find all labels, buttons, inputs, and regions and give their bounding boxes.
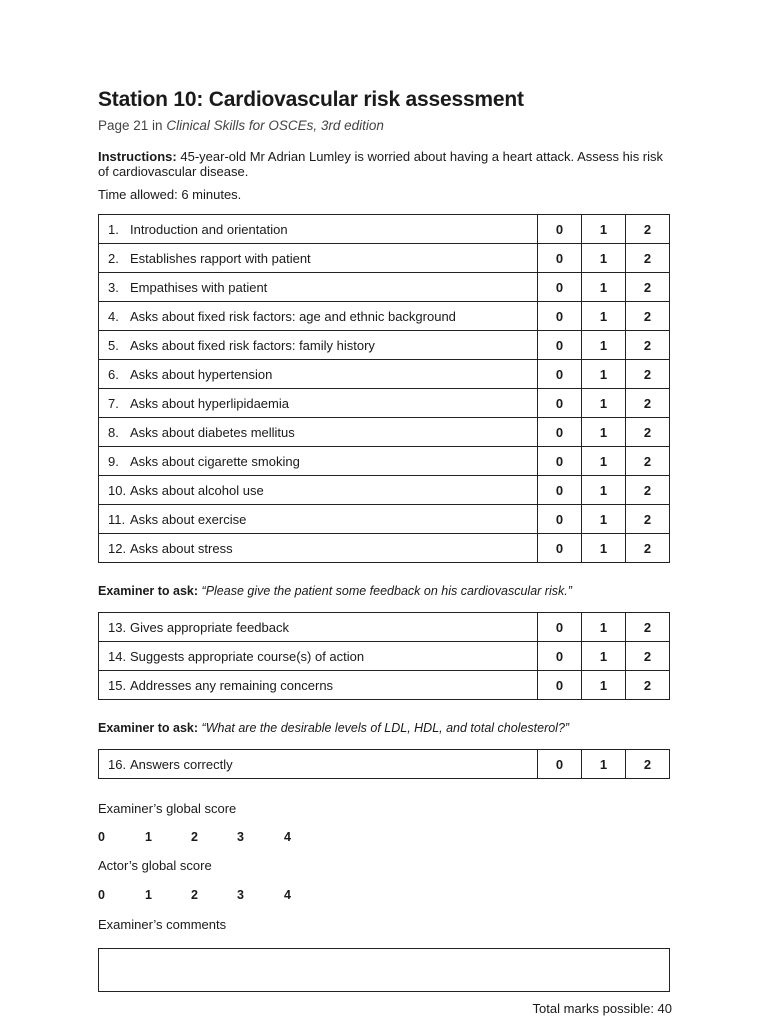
examiner-prompt-question: “Please give the patient some feedback on his cardiovascular risk.” <box>201 584 572 598</box>
score-cell-2[interactable]: 2 <box>626 447 670 476</box>
checklist-row <box>99 389 670 418</box>
score-cell-1[interactable]: 1 <box>582 750 626 779</box>
score-cell-2[interactable]: 2 <box>626 613 670 642</box>
score-cell-2[interactable]: 2 <box>626 505 670 534</box>
checklist-item <box>99 389 538 418</box>
examiner-prompt-2 <box>98 721 569 735</box>
score-cell-0[interactable]: 0 <box>538 389 582 418</box>
global-score-option[interactable]: 2 <box>191 830 198 844</box>
checklist-row <box>99 642 670 671</box>
comments-label: Examiner’s comments <box>98 917 227 932</box>
subtitle-prefix: Page 21 in <box>98 118 163 133</box>
score-cell-1[interactable]: 1 <box>582 505 626 534</box>
item-number: 13. <box>108 619 127 635</box>
score-cell-0[interactable]: 0 <box>538 360 582 389</box>
checklist-item <box>99 613 538 642</box>
checklist-item <box>99 244 538 273</box>
item-number: 2. <box>108 250 119 266</box>
global-score-option[interactable]: 0 <box>98 888 105 902</box>
score-cell-0[interactable]: 0 <box>538 613 582 642</box>
item-number: 6. <box>108 366 119 382</box>
examiner-prompt-label: Examiner to ask: <box>98 584 199 598</box>
item-text: Asks about hyperlipidaemia <box>130 395 289 411</box>
mark-table-2 <box>98 612 670 700</box>
checklist-item <box>99 750 538 779</box>
score-cell-0[interactable]: 0 <box>538 476 582 505</box>
item-text: Empathises with patient <box>130 279 268 295</box>
global-score-option[interactable]: 4 <box>284 830 291 844</box>
examiner-prompt-question: “What are the desirable levels of LDL, HDL, and total cholesterol?” <box>201 721 570 735</box>
checklist-item <box>99 331 538 360</box>
item-text: Asks about alcohol use <box>130 482 264 498</box>
checklist-row <box>99 505 670 534</box>
score-cell-2[interactable]: 2 <box>626 244 670 273</box>
global-score-option[interactable]: 1 <box>145 888 152 902</box>
checklist-item <box>99 360 538 389</box>
page-subtitle <box>98 118 384 133</box>
item-text: Suggests appropriate course(s) of action <box>130 648 365 664</box>
instructions-label: Instructions: <box>98 149 177 164</box>
score-cell-1[interactable]: 1 <box>582 273 626 302</box>
item-text: Asks about hypertension <box>130 366 273 382</box>
actor-global-label: Actor’s global score <box>98 858 212 873</box>
score-cell-1[interactable]: 1 <box>582 613 626 642</box>
item-number: 16. <box>108 756 127 772</box>
score-cell-2[interactable]: 2 <box>626 476 670 505</box>
score-cell-2[interactable]: 2 <box>626 642 670 671</box>
item-number: 15. <box>108 677 127 693</box>
item-number: 3. <box>108 279 119 295</box>
score-cell-2[interactable]: 2 <box>626 273 670 302</box>
checklist-item <box>99 642 538 671</box>
item-text: Asks about fixed risk factors: family history <box>130 337 375 353</box>
score-cell-0[interactable]: 0 <box>538 418 582 447</box>
checklist-item <box>99 447 538 476</box>
comments-box[interactable] <box>98 948 670 992</box>
score-cell-1[interactable]: 1 <box>582 447 626 476</box>
score-cell-2[interactable]: 2 <box>626 418 670 447</box>
score-cell-0[interactable]: 0 <box>538 273 582 302</box>
score-cell-1[interactable]: 1 <box>582 331 626 360</box>
instructions-text: 45-year-old Mr Adrian Lumley is worried about having a heart attack. Assess his risk of cardiovascular disease. <box>98 149 664 179</box>
global-score-option[interactable]: 1 <box>145 830 152 844</box>
checklist-row <box>99 302 670 331</box>
item-text: Asks about diabetes mellitus <box>130 424 295 440</box>
score-cell-0[interactable]: 0 <box>538 642 582 671</box>
examiner-prompt-1 <box>98 584 572 598</box>
checklist-item <box>99 476 538 505</box>
checklist-row <box>99 476 670 505</box>
global-score-option[interactable]: 3 <box>237 888 244 902</box>
score-cell-1[interactable]: 1 <box>582 642 626 671</box>
time-allowed: Time allowed: 6 minutes. <box>98 187 242 202</box>
book-title: Clinical Skills for OSCEs, 3rd edition <box>166 118 384 133</box>
score-cell-0[interactable]: 0 <box>538 671 582 700</box>
instructions <box>98 149 674 179</box>
score-cell-1[interactable]: 1 <box>582 215 626 244</box>
score-cell-2[interactable]: 2 <box>626 302 670 331</box>
item-number: 12. <box>108 540 127 556</box>
item-number: 11. <box>108 511 126 527</box>
score-cell-0[interactable]: 0 <box>538 505 582 534</box>
item-number: 1. <box>108 221 119 237</box>
total-marks: Total marks possible: 40 <box>532 1001 672 1016</box>
score-cell-2[interactable]: 2 <box>626 389 670 418</box>
score-cell-1[interactable]: 1 <box>582 476 626 505</box>
page-title: Station 10: Cardiovascular risk assessment <box>98 88 524 111</box>
item-text: Asks about cigarette smoking <box>130 453 300 469</box>
score-cell-0[interactable]: 0 <box>538 302 582 331</box>
checklist-row <box>99 613 670 642</box>
score-cell-2[interactable]: 2 <box>626 360 670 389</box>
score-cell-0[interactable]: 0 <box>538 750 582 779</box>
checklist-item <box>99 534 538 563</box>
checklist-row <box>99 360 670 389</box>
mark-table-1 <box>98 214 670 563</box>
item-text: Gives appropriate feedback <box>130 619 289 635</box>
item-number: 7. <box>108 395 119 411</box>
score-cell-1[interactable]: 1 <box>582 671 626 700</box>
score-cell-1[interactable]: 1 <box>582 418 626 447</box>
checklist-row <box>99 418 670 447</box>
item-text: Answers correctly <box>130 756 233 772</box>
score-cell-2[interactable]: 2 <box>626 215 670 244</box>
checklist-item <box>99 418 538 447</box>
item-text: Asks about fixed risk factors: age and ethnic background <box>130 308 456 324</box>
checklist-row <box>99 750 670 779</box>
mark-table-3 <box>98 749 670 779</box>
checklist-item <box>99 302 538 331</box>
global-score-option[interactable]: 3 <box>237 830 244 844</box>
checklist-item <box>99 671 538 700</box>
checklist-row <box>99 331 670 360</box>
score-cell-1[interactable]: 1 <box>582 534 626 563</box>
score-cell-1[interactable]: 1 <box>582 302 626 331</box>
item-number: 8. <box>108 424 119 440</box>
item-text: Asks about stress <box>130 540 233 556</box>
examiner-prompt-label: Examiner to ask: <box>98 721 199 735</box>
item-text: Asks about exercise <box>130 511 247 527</box>
checklist-row <box>99 534 670 563</box>
score-cell-2[interactable]: 2 <box>626 671 670 700</box>
item-text: Establishes rapport with patient <box>130 250 311 266</box>
item-number: 14. <box>108 648 127 664</box>
checklist-row <box>99 215 670 244</box>
score-cell-1[interactable]: 1 <box>582 389 626 418</box>
checklist-row <box>99 671 670 700</box>
score-cell-0[interactable]: 0 <box>538 331 582 360</box>
score-cell-2[interactable]: 2 <box>626 331 670 360</box>
item-text: Introduction and orientation <box>130 221 288 237</box>
score-cell-1[interactable]: 1 <box>582 360 626 389</box>
checklist-row <box>99 244 670 273</box>
score-cell-1[interactable]: 1 <box>582 244 626 273</box>
examiner-global-label: Examiner’s global score <box>98 801 237 816</box>
item-text: Addresses any remaining concerns <box>130 677 334 693</box>
checklist-item <box>99 505 538 534</box>
checklist-row <box>99 447 670 476</box>
score-cell-0[interactable]: 0 <box>538 447 582 476</box>
global-score-option[interactable]: 4 <box>284 888 291 902</box>
checklist-row <box>99 273 670 302</box>
checklist-item <box>99 273 538 302</box>
global-score-option[interactable]: 2 <box>191 888 198 902</box>
score-cell-0[interactable]: 0 <box>538 534 582 563</box>
checklist-item <box>99 215 538 244</box>
global-score-option[interactable]: 0 <box>98 830 105 844</box>
score-cell-2[interactable]: 2 <box>626 750 670 779</box>
item-number: 9. <box>108 453 119 469</box>
item-number: 5. <box>108 337 119 353</box>
score-cell-0[interactable]: 0 <box>538 244 582 273</box>
item-number: 4. <box>108 308 119 324</box>
score-cell-0[interactable]: 0 <box>538 215 582 244</box>
score-cell-2[interactable]: 2 <box>626 534 670 563</box>
item-number: 10. <box>108 482 127 498</box>
